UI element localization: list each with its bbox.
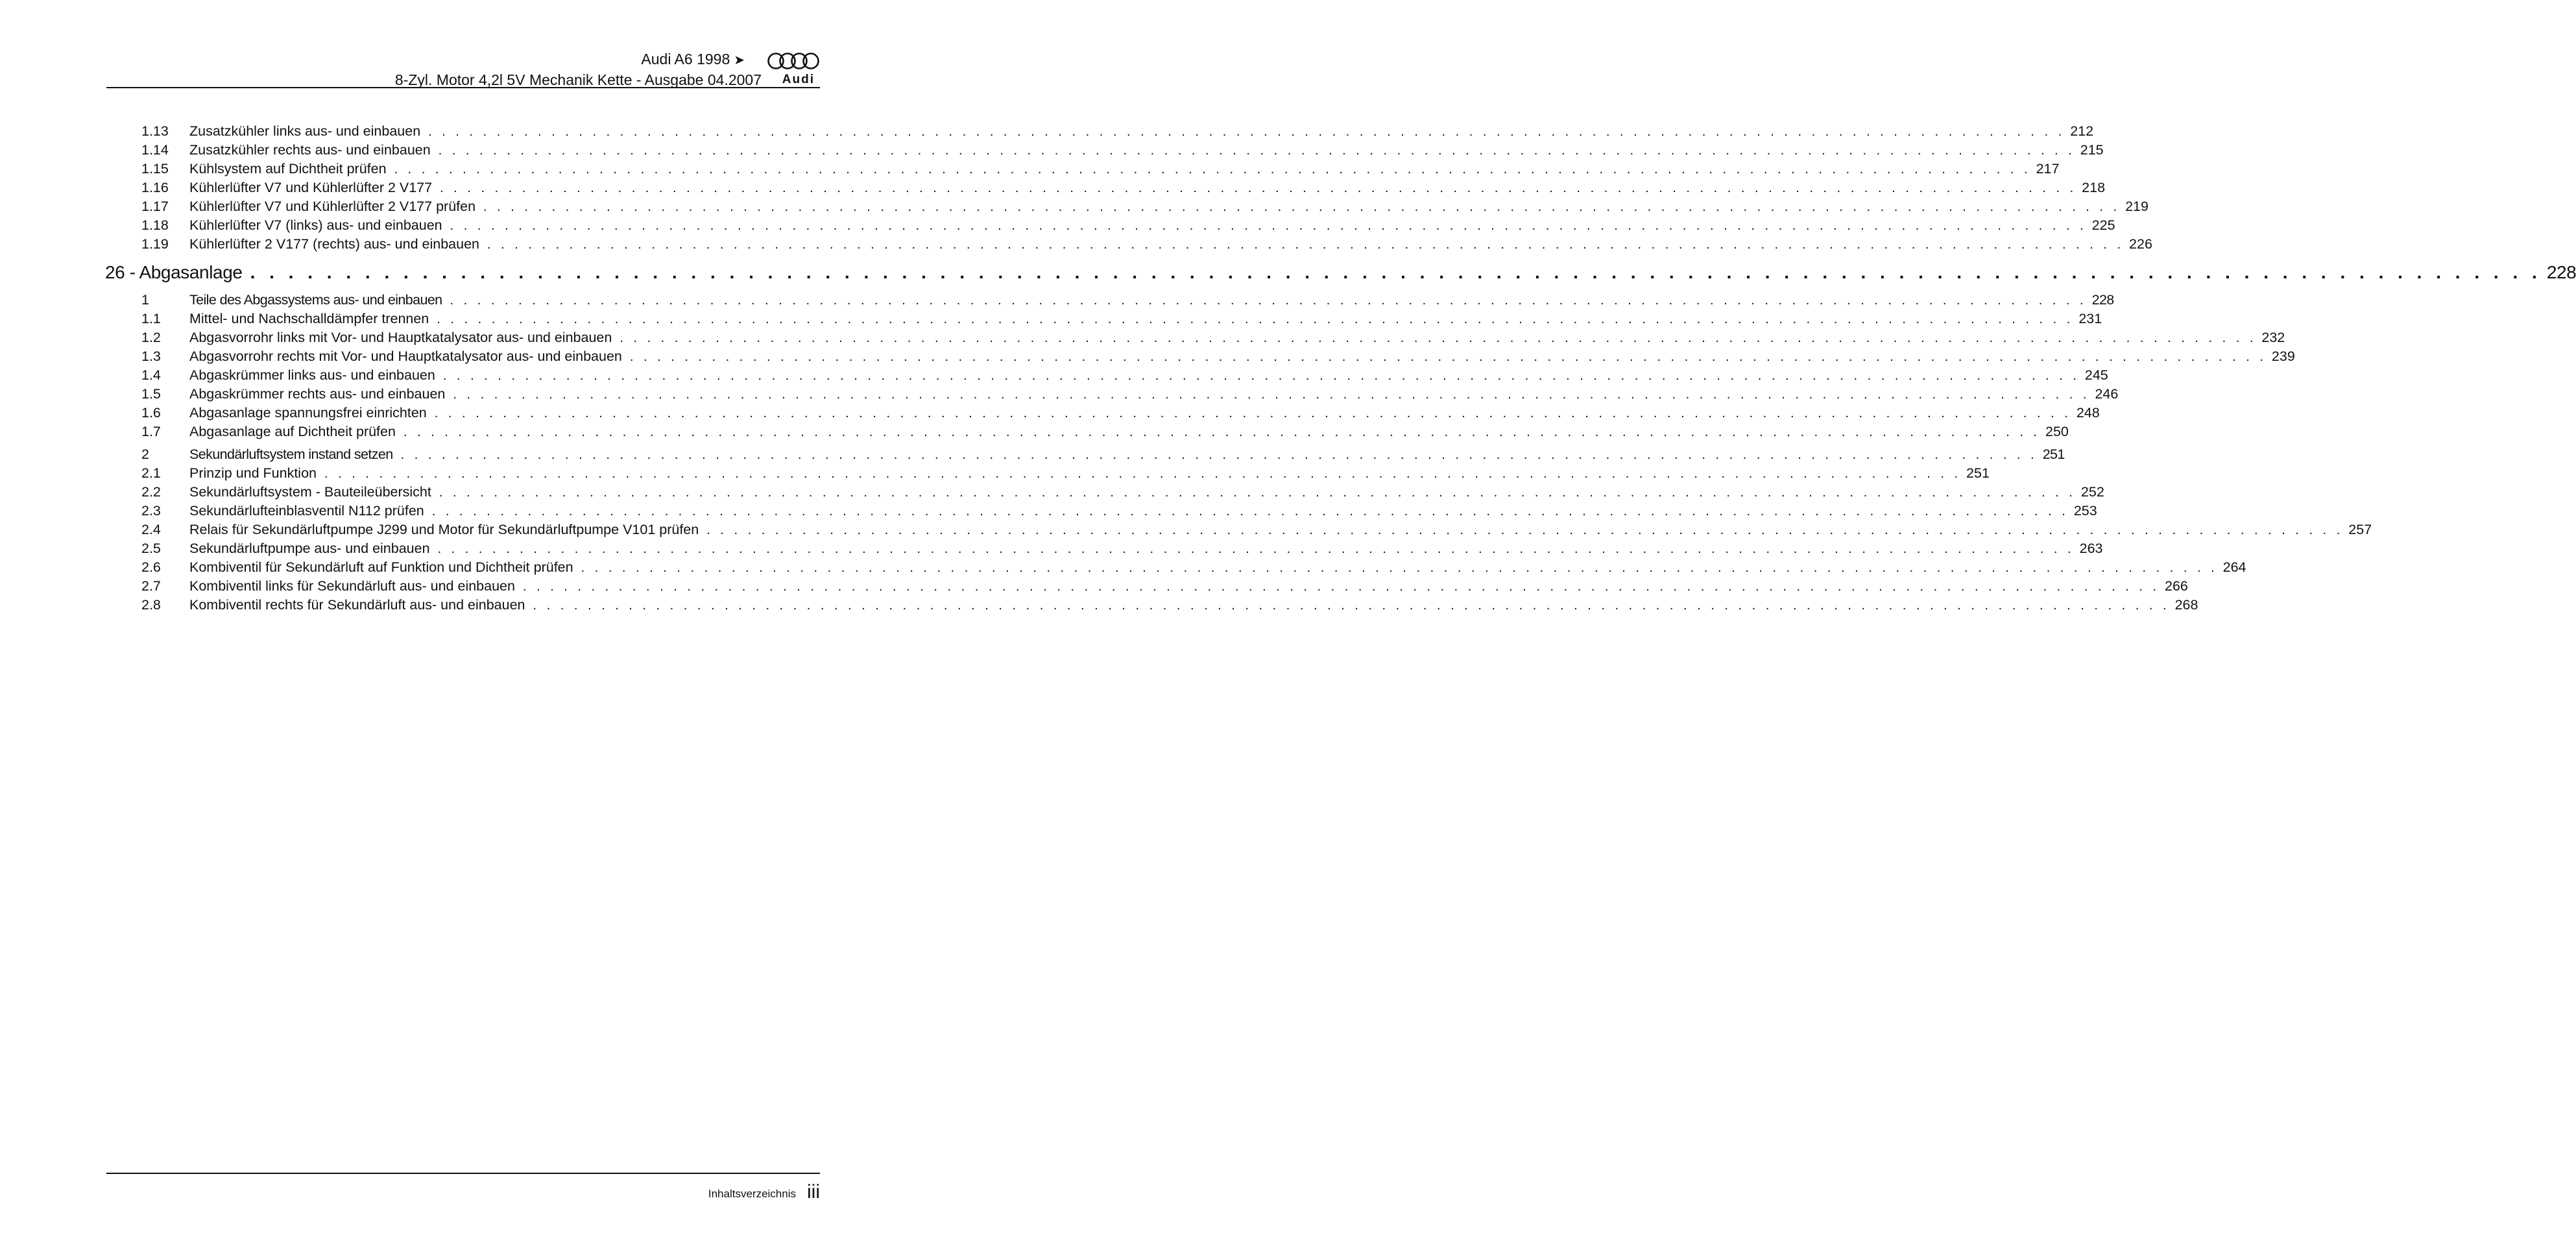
toc-entry[interactable] bbox=[105, 236, 2152, 255]
toc-entry[interactable] bbox=[105, 348, 2295, 367]
toc-leader-dots: . . . . . . . . . . . . . . . . . . . . . . . . . . . . . . . . . . . . . . . . . . . . . . . . . . . . . . . . . . . . . . . . . . . . . . . . . . . . . . . . . . . . . . . . . . . . . . . . . . . . . . . . . . . . . . . . . . . . . . . . bbox=[483, 200, 2121, 214]
manual-title bbox=[641, 51, 745, 68]
toc-entry[interactable] bbox=[105, 424, 2069, 443]
toc-leader-dots: . . . . . . . . . . . . . . . . . . . . . . . . . . . . . . . . . . . . . . . . . . . . . . . . . . . . . . . . . . . . . . . . . . . . . . . . . . . . . . . . . . . . . . . . . . . . . . . . . . . . . . . . . . . . . . . . . . . . . . . . bbox=[450, 293, 2087, 308]
toc-leader-dots: . . . . . . . . . . . . . . . . . . . . . . . . . . . . . . . . . . . . . . . . . . . . . . . . . . . . . . . . . . . . . . . . . . . . . . . . . . . . . . . . . . . . . . . . . . . . . . . . . . . . . . . . . . . . . . . . . . . . . . . . bbox=[581, 561, 2218, 575]
toc-entry-page[interactable]: 248 bbox=[2076, 405, 2100, 421]
toc-entry-title[interactable]: Kombiventil für Sekundärluft auf Funktion und Dichtheit prüfen bbox=[189, 559, 573, 575]
chapter-page[interactable]: 228 bbox=[2546, 262, 2576, 282]
toc-entry-title[interactable]: Kühlsystem auf Dichtheit prüfen bbox=[189, 161, 387, 177]
toc-entry-page[interactable]: 257 bbox=[2348, 522, 2372, 537]
footer-page-number: iii bbox=[807, 1181, 820, 1203]
toc-leader-dots: . . . . . . . . . . . . . . . . . . . . . . . . . . . . . . . . . . . . . . . . . . . . . . . . . . . . . . . . . . . . . . . . . . . . . . . . . . . . . . . . . . . . . . . . . . . . . . . . . . . . . . . . . . . . . . . . . . . . . . . . bbox=[487, 238, 2125, 252]
arrow-right-icon: ➤ bbox=[734, 53, 745, 67]
toc-entry[interactable] bbox=[105, 217, 2115, 236]
toc-entry[interactable] bbox=[105, 367, 2108, 386]
toc-entry-page[interactable]: 250 bbox=[2045, 424, 2069, 439]
toc-entry[interactable] bbox=[105, 522, 2372, 541]
toc-leader-dots: . . . . . . . . . . . . . . . . . . . . . . . . . . . . . . . . . . . . . . . . . . . . . . . . . . . . . . . . . . . . . . . . . . . . . . . . . . . . . . . . . . . . . . . . . . . . . . . . . . . . . . . . . . . . . . . . . . . . . . . . bbox=[629, 350, 2267, 364]
toc-entry-number: 1.5 bbox=[141, 386, 161, 402]
toc-leader-dots: . . . . . . . . . . . . . . . . . . . . . . . . . . . . . . . . . . . . . . . . . . . . . . . . . . . . . . . . . . . . . . . . . . . . . . . . . . . . . . . . . . . . . . . . . . . . . . . . . . . . . . . . . . . . . . . . . . . . . . . . bbox=[440, 181, 2077, 195]
chapter-title[interactable]: 26 - Abgasanlage bbox=[105, 262, 243, 282]
toc-entry-title[interactable]: Mittel- und Nachschalldämpfer trennen bbox=[189, 311, 429, 326]
toc-entry-page[interactable]: 253 bbox=[2073, 503, 2097, 519]
toc-entry-page[interactable]: 266 bbox=[2165, 578, 2188, 594]
footer-divider bbox=[106, 1173, 820, 1174]
toc-leader-dots: . . . . . . . . . . . . . . . . . . . . . . . . . . . . . . . . . . . . . . . . . . . . . . . . . . . . . . . . . . . . . . . . . . . . . . . . . . . . . . . . . . . . . . . . . . . . . . . . . . . . . . . . . . . . . . . . . . . . . . . . bbox=[437, 312, 2074, 326]
table-of-contents bbox=[105, 123, 2576, 616]
section-page[interactable]: 251 bbox=[2042, 446, 2065, 462]
toc-entry-page[interactable]: 218 bbox=[2082, 180, 2106, 195]
toc-leader-dots: . . . . . . . . . . . . . . . . . . . . . . . . . . . . . . . . . . . . . . . . . . . . . . . . . . . . . . . . . . . . . . . . . . . . . . . . . . . . . . . . . . . . . . . . . . . . . . . . . . . . . . . . . . . . . . . . . . . . . . . . bbox=[431, 504, 2069, 519]
toc-leader-dots: . . . . . . . . . . . . . . . . . . . . . . . . . . . . . . . . . . . . . . . . . . . . . . . . . . . . . . . . . . . . . . . . . . . . . . . . . . . . . . . . . . . . . . . . . . . . . . . . . . . . . . . . . . . . . . . . . . . . . . . . bbox=[620, 331, 2257, 345]
toc-entry-title[interactable]: Relais für Sekundärluftpumpe J299 und Motor für Sekundärluftpumpe V101 prüfen bbox=[189, 522, 699, 537]
toc-leader-dots: . . . . . . . . . . . . . . . . . . . . . . . . . . . . . . . . . . . . . . . . . . . . . . . . . . . . . . . . . . . . . . . . . . . . . . . . . . . . . . . . . . . . . . . . . . . . . . . . . . . . . . . . . . . . . . . . . . . . . . . . bbox=[434, 406, 2071, 421]
toc-entry-page[interactable]: 219 bbox=[2125, 199, 2149, 214]
toc-entry-title[interactable]: Abgasanlage spannungsfrei einrichten bbox=[189, 405, 427, 421]
toc-entry[interactable] bbox=[105, 484, 2104, 503]
toc-entry-number: 2.5 bbox=[141, 541, 161, 556]
toc-entry-number: 1.13 bbox=[141, 123, 169, 139]
toc-entry-title[interactable]: Prinzip und Funktion bbox=[189, 465, 317, 481]
toc-entry-page[interactable]: 246 bbox=[2095, 386, 2119, 402]
toc-entry[interactable] bbox=[105, 180, 2106, 199]
section-number: 1 bbox=[141, 292, 149, 308]
toc-entry-number: 1.14 bbox=[141, 142, 169, 158]
toc-entry-number: 2.1 bbox=[141, 465, 161, 481]
toc-entry[interactable] bbox=[105, 465, 1990, 484]
manual-subtitle: 8-Zyl. Motor 4,2l 5V Mechanik Kette - Ausgabe 04.2007 bbox=[394, 71, 762, 88]
toc-entry-number: 1.1 bbox=[141, 311, 161, 326]
toc-entry-page[interactable]: 264 bbox=[2222, 559, 2246, 575]
toc-entry-page[interactable]: 215 bbox=[2080, 142, 2104, 158]
toc-leader-dots: . . . . . . . . . . . . . . . . . . . . . . . . . . . . . . . . . . . . . . . . . . . . . . . . . . . . . . . . . . . . . . . . . . . . . . . . . . . . . . . . . . . . . . . . . . . . . . . . . . . . . . . . . . . . . . . . . . . . . . . . bbox=[438, 143, 2075, 158]
toc-entry-title[interactable]: Kühlerlüfter V7 und Kühlerlüfter 2 V177 prüfen bbox=[189, 199, 476, 214]
toc-entry-title[interactable]: Kombiventil rechts für Sekundärluft aus- und einbauen bbox=[189, 597, 525, 613]
toc-entry-title[interactable]: Abgasvorrohr rechts mit Vor- und Hauptkatalysator aus- und einbauen bbox=[189, 348, 622, 364]
toc-entry-page[interactable]: 263 bbox=[2079, 541, 2103, 556]
audi-rings-icon bbox=[767, 51, 820, 71]
toc-entry-page[interactable]: 231 bbox=[2078, 311, 2102, 326]
toc-leader-dots: . . . . . . . . . . . . . . . . . . . . . . . . . . . . . . . . . . . . . . . . . . . . . . . . . . . . . . . . . . . . . . . . . . . . . . . . . . . . . . . . . . . . . . . . . . . . . . . . . . . . . . . . . . . . . . . . . . . . . . . . bbox=[324, 467, 1962, 481]
toc-entry-title[interactable]: Kühlerlüfter V7 und Kühlerlüfter 2 V177 bbox=[189, 180, 433, 195]
toc-entry[interactable] bbox=[105, 578, 2188, 597]
section-title[interactable]: Sekundärluftsystem instand setzen bbox=[189, 446, 393, 462]
toc-entry-title[interactable]: Kombiventil links für Sekundärluft aus- und einbauen bbox=[189, 578, 515, 594]
toc-entry-page[interactable]: 217 bbox=[2036, 161, 2060, 177]
toc-entry-number: 1.19 bbox=[141, 236, 169, 252]
toc-entry-title[interactable]: Abgasvorrohr links mit Vor- und Hauptkatalysator aus- und einbauen bbox=[189, 330, 612, 345]
toc-entry-number: 1.15 bbox=[141, 161, 169, 177]
toc-leader-dots: . . . . . . . . . . . . . . . . . . . . . . . . . . . . . . . . . . . . . . . . . . . . . . . . . . . . . . . . . . . . . . . . . . . . . . . . . . . . . . . . . . . . . . . . . . . . . . . . . . . . . . . . . . . . . . . . . . . . . . . . bbox=[450, 219, 2087, 233]
toc-entry-title[interactable]: Sekundärluftsystem - Bauteileübersicht bbox=[189, 484, 431, 500]
toc-entry-number: 1.2 bbox=[141, 330, 161, 345]
section-page[interactable]: 228 bbox=[2091, 292, 2114, 308]
toc-leader-dots: . . . . . . . . . . . . . . . . . . . . . . . . . . . . . . . . . . . . . . . . . . . . . . . . . . . . . . . . . . . . . . . . . . . . . . . . . . . . . . . . . . . . . . . . . . . . . . . . . . . . . . . . . . . . . . . . . . . . . . . . bbox=[442, 369, 2080, 383]
toc-entry-number: 1.4 bbox=[141, 367, 161, 383]
toc-leader-dots: . . . . . . . . . . . . . . . . . . . . . . . . . . . . . . . . . . . . . . . . . . . . . . . . . . . . . . . . . . . . . . . . . . . . . . . . . . . . . . . . . . . . . . . . . . . . . . . . . . . . . . . . . . . . . . . . . . . . . . . . bbox=[250, 262, 2542, 282]
toc-entry-page[interactable]: 239 bbox=[2271, 348, 2295, 364]
toc-entry-page[interactable]: 225 bbox=[2091, 217, 2115, 233]
toc-entry-page[interactable]: 252 bbox=[2080, 484, 2104, 500]
toc-section-heading[interactable] bbox=[105, 446, 2065, 465]
toc-entry-number: 2.6 bbox=[141, 559, 161, 575]
toc-entry-page[interactable]: 226 bbox=[2129, 236, 2152, 252]
toc-entry-title[interactable]: Zusatzkühler links aus- und einbauen bbox=[189, 123, 421, 139]
toc-entry[interactable] bbox=[105, 330, 2285, 348]
toc-leader-dots: . . . . . . . . . . . . . . . . . . . . . . . . . . . . . . . . . . . . . . . . . . . . . . . . . . . . . . . . . . . . . . . . . . . . . . . . . . . . . . . . . . . . . . . . . . . . . . . . . . . . . . . . . . . . . . . . . . . . . . . . bbox=[428, 125, 2065, 139]
toc-entry[interactable] bbox=[105, 559, 2246, 578]
toc-leader-dots: . . . . . . . . . . . . . . . . . . . . . . . . . . . . . . . . . . . . . . . . . . . . . . . . . . . . . . . . . . . . . . . . . . . . . . . . . . . . . . . . . . . . . . . . . . . . . . . . . . . . . . . . . . . . . . . . . . . . . . . . bbox=[533, 598, 2170, 613]
toc-leader-dots: . . . . . . . . . . . . . . . . . . . . . . . . . . . . . . . . . . . . . . . . . . . . . . . . . . . . . . . . . . . . . . . . . . . . . . . . . . . . . . . . . . . . . . . . . . . . . . . . . . . . . . . . . . . . . . . . . . . . . . . . bbox=[400, 448, 2038, 462]
toc-entry-number: 2.7 bbox=[141, 578, 161, 594]
toc-entry[interactable] bbox=[105, 161, 2060, 180]
toc-entry[interactable] bbox=[105, 199, 2149, 217]
footer-section-label: Inhaltsverzeichnis bbox=[708, 1188, 796, 1200]
toc-entry-page[interactable]: 268 bbox=[2174, 597, 2198, 613]
audi-wordmark: Audi bbox=[782, 73, 815, 86]
section-title[interactable]: Teile des Abgassystems aus- und einbauen bbox=[189, 292, 442, 308]
toc-entry-page[interactable]: 245 bbox=[2084, 367, 2108, 383]
page-header bbox=[106, 0, 820, 88]
toc-entry-title[interactable]: Kühlerlüfter 2 V177 (rechts) aus- und einbauen bbox=[189, 236, 479, 252]
toc-entry-title[interactable]: Abgaskrümmer rechts aus- und einbauen bbox=[189, 386, 446, 402]
toc-entry[interactable] bbox=[105, 503, 2097, 522]
toc-entry[interactable] bbox=[105, 142, 2104, 161]
toc-entry-title[interactable]: Sekundärluftpumpe aus- und einbauen bbox=[189, 541, 430, 556]
toc-entry-title[interactable]: Abgaskrümmer links aus- und einbauen bbox=[189, 367, 435, 383]
toc-entry[interactable] bbox=[105, 123, 2094, 142]
header-divider bbox=[106, 87, 820, 88]
toc-leader-dots: . . . . . . . . . . . . . . . . . . . . . . . . . . . . . . . . . . . . . . . . . . . . . . . . . . . . . . . . . . . . . . . . . . . . . . . . . . . . . . . . . . . . . . . . . . . . . . . . . . . . . . . . . . . . . . . . . . . . . . . . bbox=[453, 387, 2090, 402]
toc-entry-title[interactable]: Kühlerlüfter V7 (links) aus- und einbauen bbox=[189, 217, 442, 233]
toc-entry[interactable] bbox=[105, 311, 2102, 330]
toc-leader-dots: . . . . . . . . . . . . . . . . . . . . . . . . . . . . . . . . . . . . . . . . . . . . . . . . . . . . . . . . . . . . . . . . . . . . . . . . . . . . . . . . . . . . . . . . . . . . . . . . . . . . . . . . . . . . . . . . . . . . . . . . bbox=[706, 523, 2344, 537]
toc-entry-number: 2.8 bbox=[141, 597, 161, 613]
manual-title-text: Audi A6 1998 bbox=[641, 51, 730, 67]
section-number: 2 bbox=[141, 446, 149, 462]
toc-entry[interactable] bbox=[105, 541, 2103, 559]
toc-chapter-heading[interactable] bbox=[105, 262, 2576, 288]
toc-entry-number: 1.6 bbox=[141, 405, 161, 421]
toc-entry-page[interactable]: 251 bbox=[1966, 465, 1990, 481]
toc-entry[interactable] bbox=[105, 405, 2100, 424]
toc-entry-number: 1.17 bbox=[141, 199, 169, 214]
toc-leader-dots: . . . . . . . . . . . . . . . . . . . . . . . . . . . . . . . . . . . . . . . . . . . . . . . . . . . . . . . . . . . . . . . . . . . . . . . . . . . . . . . . . . . . . . . . . . . . . . . . . . . . . . . . . . . . . . . . . . . . . . . . bbox=[437, 542, 2075, 556]
toc-entry-number: 2.3 bbox=[141, 503, 161, 519]
toc-leader-dots: . . . . . . . . . . . . . . . . . . . . . . . . . . . . . . . . . . . . . . . . . . . . . . . . . . . . . . . . . . . . . . . . . . . . . . . . . . . . . . . . . . . . . . . . . . . . . . . . . . . . . . . . . . . . . . . . . . . . . . . . bbox=[394, 162, 2031, 177]
toc-entry[interactable] bbox=[105, 386, 2119, 405]
toc-leader-dots: . . . . . . . . . . . . . . . . . . . . . . . . . . . . . . . . . . . . . . . . . . . . . . . . . . . . . . . . . . . . . . . . . . . . . . . . . . . . . . . . . . . . . . . . . . . . . . . . . . . . . . . . . . . . . . . . . . . . . . . . bbox=[522, 580, 2160, 594]
toc-entry-number: 2.4 bbox=[141, 522, 161, 537]
toc-entry-page[interactable]: 212 bbox=[2070, 123, 2094, 139]
toc-entry-title[interactable]: Sekundärlufteinblasventil N112 prüfen bbox=[189, 503, 424, 519]
toc-section-heading[interactable] bbox=[105, 292, 2114, 311]
toc-entry-number: 1.18 bbox=[141, 217, 169, 233]
toc-entry-title[interactable]: Zusatzkühler rechts aus- und einbauen bbox=[189, 142, 431, 158]
toc-entry[interactable] bbox=[105, 597, 2198, 616]
toc-entry-number: 1.7 bbox=[141, 424, 161, 439]
toc-entry-title[interactable]: Abgasanlage auf Dichtheit prüfen bbox=[189, 424, 396, 439]
toc-leader-dots: . . . . . . . . . . . . . . . . . . . . . . . . . . . . . . . . . . . . . . . . . . . . . . . . . . . . . . . . . . . . . . . . . . . . . . . . . . . . . . . . . . . . . . . . . . . . . . . . . . . . . . . . . . . . . . . . . . . . . . . . bbox=[403, 425, 2040, 439]
toc-leader-dots: . . . . . . . . . . . . . . . . . . . . . . . . . . . . . . . . . . . . . . . . . . . . . . . . . . . . . . . . . . . . . . . . . . . . . . . . . . . . . . . . . . . . . . . . . . . . . . . . . . . . . . . . . . . . . . . . . . . . . . . . bbox=[439, 485, 2076, 500]
toc-entry-number: 1.16 bbox=[141, 180, 169, 195]
toc-entry-number: 1.3 bbox=[141, 348, 161, 364]
toc-entry-page[interactable]: 232 bbox=[2261, 330, 2285, 345]
toc-entry-number: 2.2 bbox=[141, 484, 161, 500]
